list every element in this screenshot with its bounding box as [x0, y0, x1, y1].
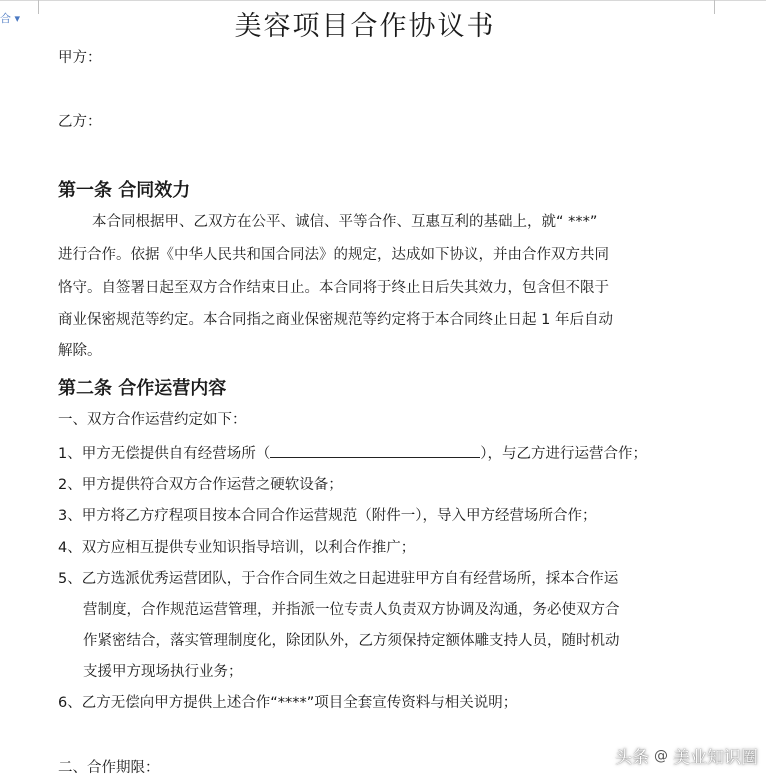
article1-line: 本合同根据甲、乙双方在公平、诚信、平等合作、互惠互利的基础上，就“ ***”	[92, 214, 598, 230]
article1-line: 恪守。自签署日起至双方合作结束日止。本合同将于终止日后失其效力，包含但不限于	[58, 280, 609, 296]
item1-prefix: 1、甲方无偿提供自有经营场所（	[58, 446, 271, 462]
article2-heading: 第二条 合作运营内容	[58, 378, 227, 399]
item1-suffix: ），与乙方进行运营合作；	[480, 446, 647, 462]
source-watermark	[615, 743, 758, 768]
document-title: 美容项目合作协议书	[234, 11, 496, 42]
article1-heading: 第一条 合同效力	[58, 180, 191, 201]
section2-heading: 二、合作期限：	[58, 760, 160, 776]
article2-intro: 一、双方合作运营约定如下：	[58, 412, 247, 428]
article2-item-5-cont: 支援甲方现场执行业务；	[83, 664, 243, 680]
article1-line: 进行合作。依据《中华人民共和国合同法》的规定，达成如下协议，并由合作双方共同	[58, 247, 609, 263]
article2-item-2: 2、甲方提供符合双方合作运营之硬软设备；	[58, 477, 343, 493]
article2-item-5: 5、乙方选派优秀运营团队，于合作合同生效之日起进驻甲方自有经营场所，採本合作运	[58, 571, 619, 587]
article2-item-1	[58, 443, 647, 464]
watermark-at-icon: @	[651, 746, 671, 766]
watermark-part2: 美业知识圈	[673, 748, 758, 768]
party-a-label: 甲方：	[58, 50, 102, 66]
watermark-part1: 头条	[615, 748, 649, 768]
article2-item-6: 6、乙方无偿向甲方提供上述合作“****”项目全套宣传资料与相关说明；	[58, 695, 518, 711]
paste-options-icon[interactable]: 合 ▾	[0, 12, 21, 25]
venue-blank-field[interactable]	[270, 443, 480, 458]
article1-line: 商业保密规范等约定。本合同指之商业保密规范等约定将于本合同终止日起 1 年后自动	[58, 312, 613, 328]
party-b-label: 乙方：	[58, 114, 102, 130]
article1-line: 解除。	[58, 343, 102, 359]
article2-item-3: 3、甲方将乙方疗程项目按本合同合作运营规范（附件一），导入甲方经营场所合作；	[58, 508, 597, 524]
article2-item-5-cont: 作紧密结合，落实管理制度化，除团队外，乙方须保持定额体雕支持人员，随时机动	[83, 633, 620, 649]
article2-item-5-cont: 营制度，合作规范运营管理，并指派一位专责人负责双方协调及沟通，务必使双方合	[83, 602, 620, 618]
article2-item-4: 4、双方应相互提供专业知识指导培训，以利合作推广；	[58, 540, 416, 556]
